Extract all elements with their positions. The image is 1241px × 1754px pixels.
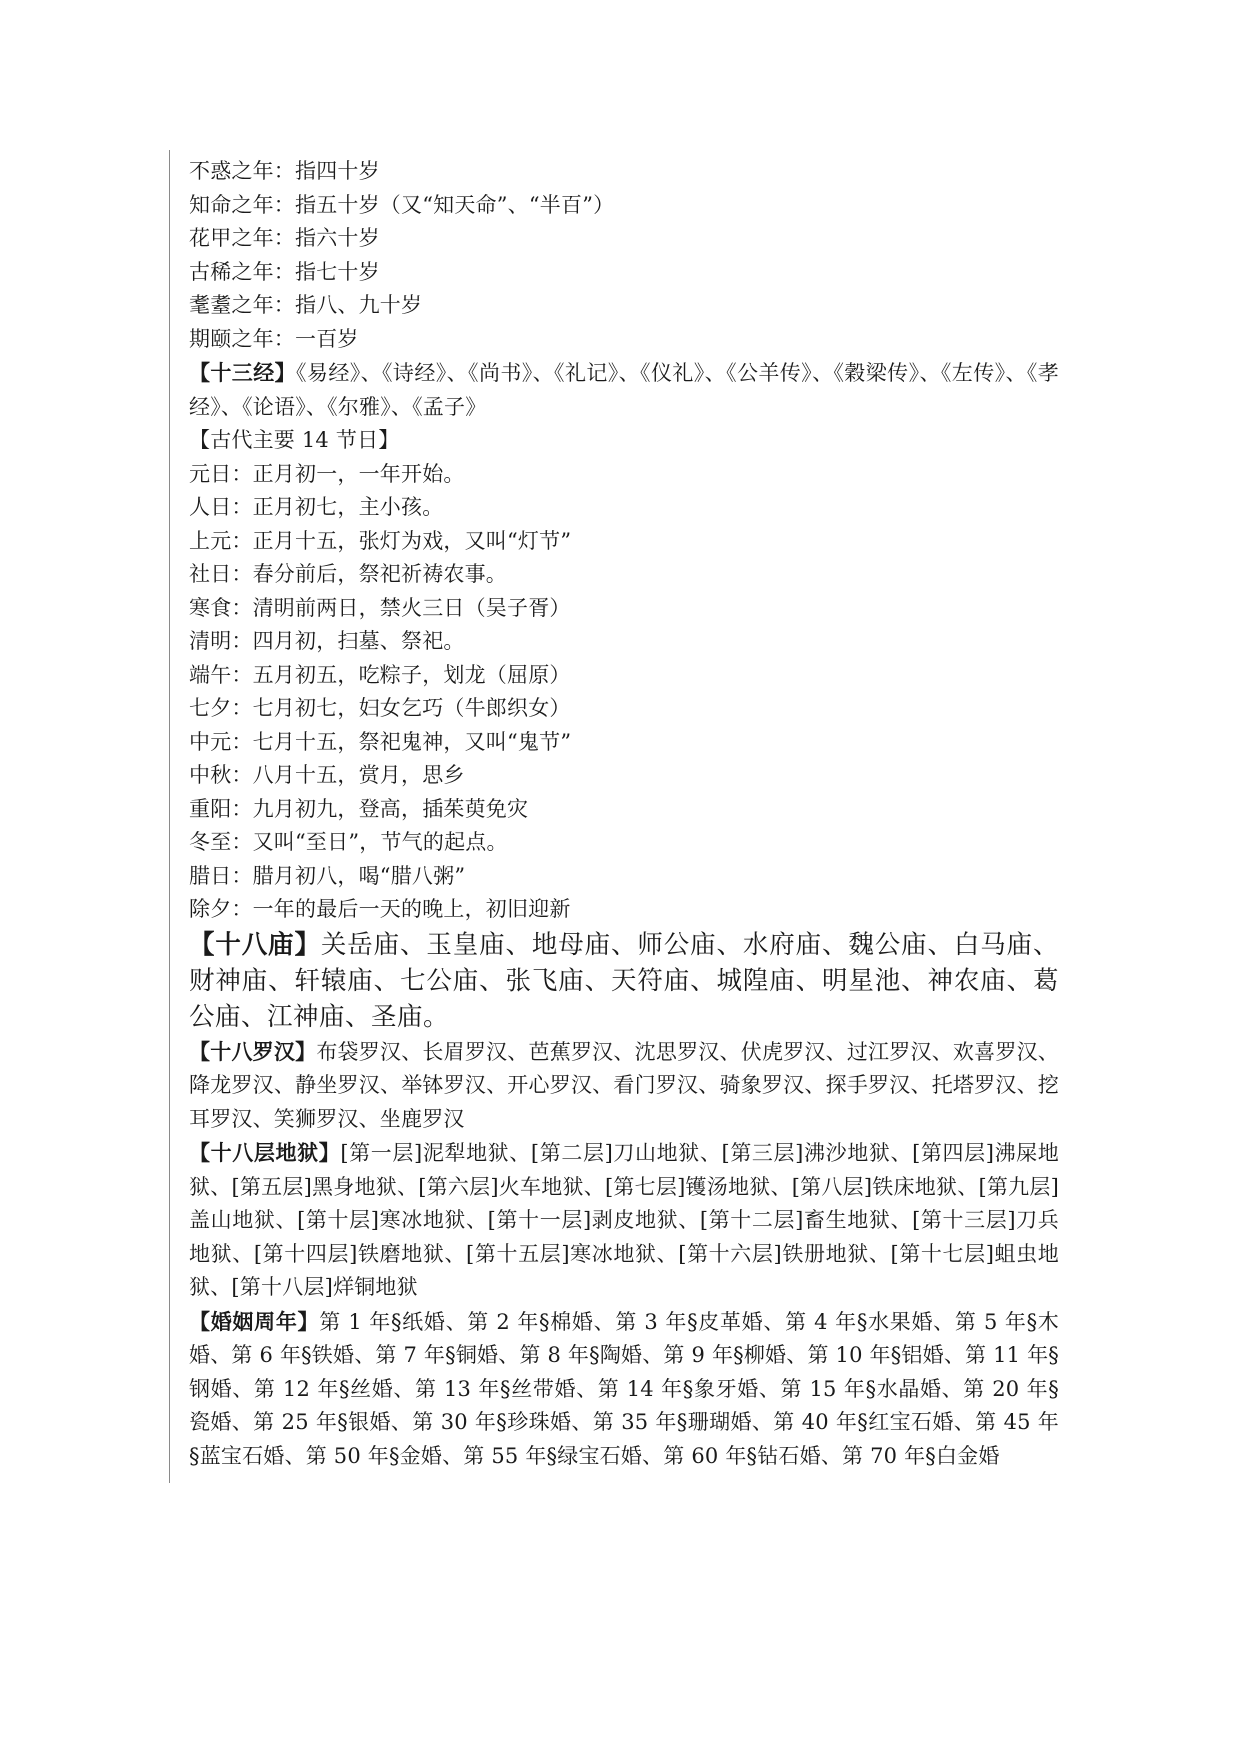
age-term-line: 知命之年：指五十岁（又“知天命”、“半百”） [189, 192, 615, 217]
eighteen-temples-text: 关岳庙、玉皇庙、地母庙、师公庙、水府庙、魏公庙、白马庙、财神庙、轩辕庙、七公庙、张飞庙、天符庙、城隍庙、明星池、神农庙、葛公庙、江神庙、圣庙。 [189, 929, 1059, 1032]
anniversaries-heading: 【婚姻周年】 [189, 1308, 320, 1334]
festival-line: 冬至：又叫“至日”，节气的起点。 [189, 830, 508, 854]
eighteen-temples-heading: 【十八庙】 [189, 929, 321, 960]
age-term-line: 期颐之年：一百岁 [189, 326, 359, 351]
eighteen-hells-paragraph [189, 1136, 1059, 1305]
eighteen-arhats-paragraph [189, 1035, 1059, 1137]
festival-line: 重阳：九月初九，登高，插茱萸免灾 [189, 796, 529, 821]
festival-line: 除夕：一年的最后一天的晚上，初旧迎新 [189, 897, 571, 921]
anniversaries-paragraph [189, 1305, 1059, 1474]
eighteen-hells-text: [第一层]泥犁地狱、[第二层]刀山地狱、[第三层]沸沙地狱、[第四层]沸屎地狱、[第五层]黑身地狱、[第六层]火车地狱、[第七层]镬汤地狱、[第八层]铁床地狱、[第九层]盖山地狱、[第十层]寒冰地狱、[第十一层]剥皮地狱、[第十二层]畜生地狱、[第十三层]刀兵地狱、[第十四层]铁磨地狱、[第十五层]寒冰地狱、[第十六层]铁册地狱、[第十七层]蛆虫地狱、[第十八层]烊铜地狱 [189, 1141, 1060, 1299]
festival-line: 上元：正月十五，张灯为戏，又叫“灯节” [189, 528, 572, 553]
eighteen-arhats-text: 布袋罗汉、长眉罗汉、芭蕉罗汉、沈思罗汉、伏虎罗汉、过江罗汉、欢喜罗汉、降龙罗汉、静坐罗汉、举钵罗汉、开心罗汉、看门罗汉、骑象罗汉、探手罗汉、托塔罗汉、挖耳罗汉、笑狮罗汉、坐鹿罗汉 [189, 1039, 1060, 1131]
festival-line: 人日：正月初七，主小孩。 [189, 495, 444, 519]
festival-line: 七夕：七月初七，妇女乞巧（牛郎织女） [189, 696, 571, 720]
document-body [189, 155, 1059, 1473]
thirteen-classics-paragraph [189, 356, 1059, 424]
festival-line: 元日：正月初一，一年开始。 [189, 461, 465, 486]
festival-line: 社日：春分前后，祭祀祈祷农事。 [189, 562, 507, 586]
eighteen-arhats-heading: 【十八罗汉】 [189, 1038, 317, 1064]
age-term-line: 耄耋之年：指八、九十岁 [189, 293, 423, 317]
age-term-line: 不惑之年：指四十岁 [189, 159, 380, 183]
age-term-line: 古稀之年：指七十岁 [189, 259, 380, 284]
festival-line: 中元：七月十五，祭祀鬼神，又叫“鬼节” [189, 729, 572, 754]
margin-rule [169, 150, 170, 1483]
festival-line: 端午：五月初五，吃粽子，划龙（屈原） [189, 662, 571, 687]
anniversaries-text: 第 1 年§纸婚、第 2 年§棉婚、第 3 年§皮革婚、第 4 年§水果婚、第 5 年§木婚、第 6 年§铁婚、第 7 年§铜婚、第 8 年§陶婚、第 9 年§柳婚、第 10 年§铝婚、第 11 年§钢婚、第 12 年§丝婚、第 13 年§丝带婚、第 14 年§象牙婚、第 15 年§水晶婚、第 20 年§瓷婚、第 25 年§银婚、第 30 年§珍珠婚、第 35 年§珊瑚婚、第 40 年§红宝石婚、第 45 年§蓝宝石婚、第 50 年§金婚、第 55 年§绿宝石婚、第 60 年§钻石婚、第 70 年§白金婚 [189, 1309, 1059, 1468]
festival-line: 寒食：清明前两日，禁火三日（吴子胥） [189, 595, 571, 620]
festival-line: 清明：四月初，扫墓、祭祀。 [189, 629, 465, 653]
festivals-heading: 【古代主要 14 节日】 [189, 428, 400, 452]
eighteen-temples-paragraph [189, 927, 1059, 1035]
age-term-line: 花甲之年：指六十岁 [189, 226, 380, 250]
thirteen-classics-heading: 【十三经】 [189, 360, 297, 385]
eighteen-hells-heading: 【十八层地狱】 [189, 1140, 341, 1165]
festival-line: 腊日：腊月初八，喝“腊八粥” [189, 863, 466, 888]
thirteen-classics-text: 《易经》、《诗经》、《尚书》、《礼记》、《仪礼》、《公羊传》、《穀梁传》、《左传》、《孝经》、《论语》、《尔雅》、《孟子》 [189, 361, 1060, 419]
festival-line: 中秋：八月十五，赏月，思乡 [189, 763, 465, 787]
